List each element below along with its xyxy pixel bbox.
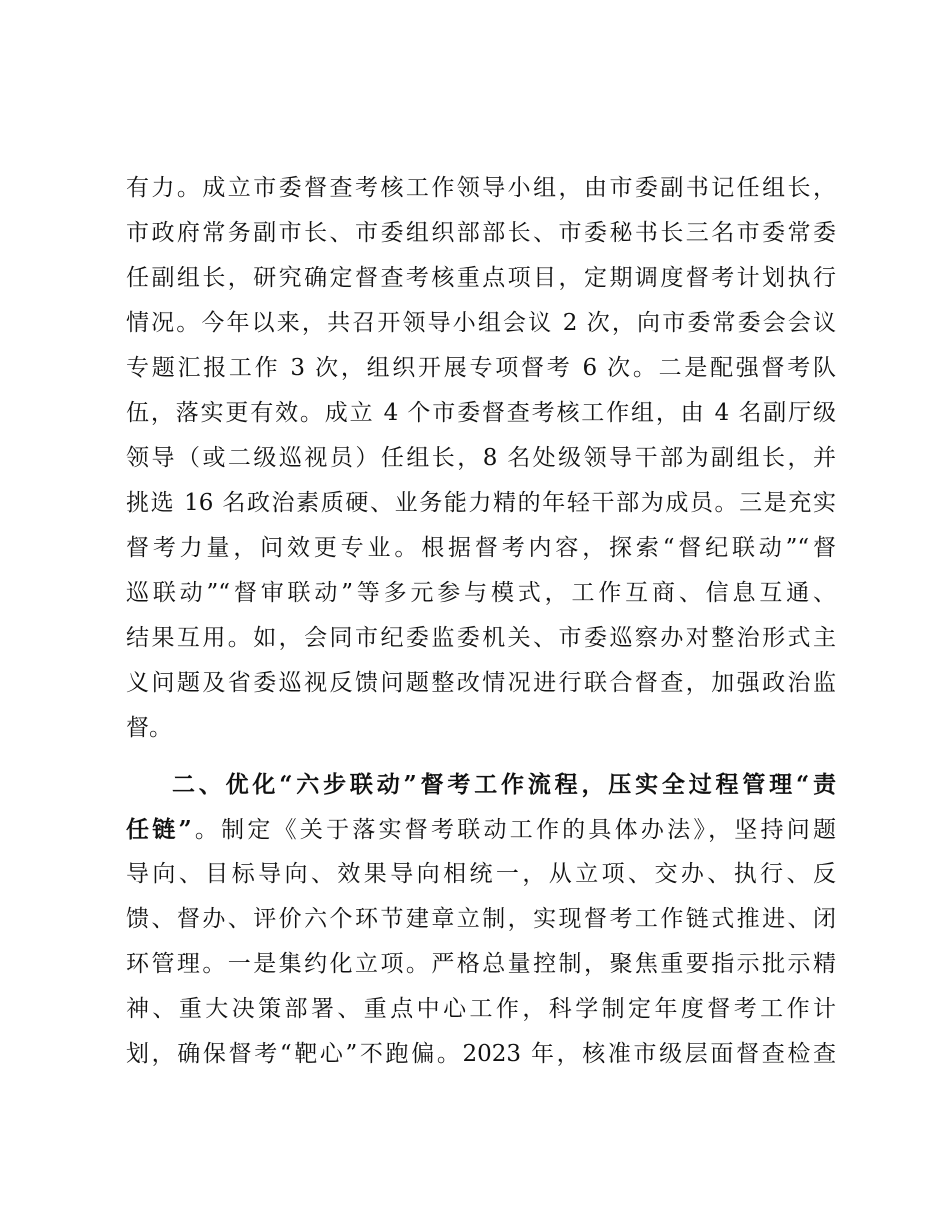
text-line: 导向、目标导向、效果导向相统一，从立项、交办、执行、反 <box>126 861 836 887</box>
text-line: 结果互用。如，会同市纪委监委机关、市委巡察办对整治形式主 <box>126 625 836 651</box>
paragraph-gap <box>126 751 836 762</box>
text-line: 督。 <box>126 715 172 741</box>
text-line: 专题汇报工作 3 次，组织开展专项督考 6 次。二是配强督考队 <box>126 355 836 381</box>
text-line: 督考力量，问效更专业。根据督考内容，探索“督纪联动”“督 <box>126 535 836 561</box>
text-line: 挑选 16 名政治素质硬、业务能力精的年轻干部为成员。三是充实 <box>126 490 836 516</box>
text-line: 伍，落实更有效。成立 4 个市委督查考核工作组，由 4 名副厅级 <box>126 400 836 426</box>
text-line: 馈、督办、评价六个环节建章立制，实现督考工作链式推进、闭 <box>126 906 836 932</box>
text-line: 巡联动”“督审联动”等多元参与模式，工作互商、信息互通、 <box>126 580 836 606</box>
text-line: 环管理。一是集约化立项。严格总量控制，聚焦重要指示批示精 <box>126 951 836 977</box>
text-line: 义问题及省委巡视反馈问题整改情况进行联合督查，加强政治监 <box>126 670 836 696</box>
text-line: 市政府常务副市长、市委组织部部长、市委秘书长三名市委常委 <box>126 220 836 246</box>
text-line: 任副组长，研究确定督查考核重点项目，定期调度督考计划执行 <box>126 265 836 291</box>
section-heading: 二、优化“六步联动”督考工作流程，压实全过程管理“责 <box>172 771 836 798</box>
text-line: 有力。成立市委督查考核工作领导小组，由市委副书记任组长， <box>126 175 836 201</box>
text-segment: 。制定《关于落实督考联动工作的具体办法》，坚持问题 <box>191 817 837 843</box>
section-heading-end: 任链” <box>126 816 192 843</box>
text-line: 领导（或二级巡视员）任组长，8 名处级领导干部为副组长，并 <box>126 445 836 471</box>
text-line: 划，确保督考“靶心”不跑偏。2023 年，核准市级层面督查检查 <box>126 1041 836 1067</box>
heading-continuation-line <box>126 807 836 852</box>
body-text <box>126 166 836 1077</box>
text-line: 神、重大决策部署、重点中心工作，科学制定年度督考工作计 <box>126 996 836 1022</box>
text-line: 情况。今年以来，共召开领导小组会议 2 次，向市委常委会会议 <box>126 310 836 336</box>
